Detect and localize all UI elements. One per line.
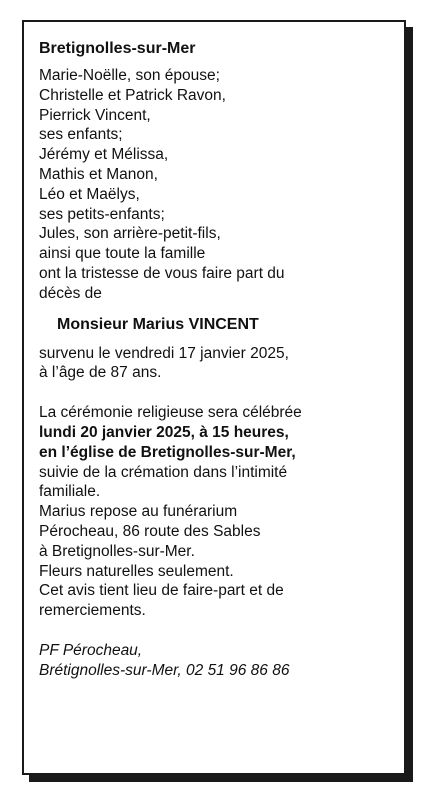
signature-line: PF Pérocheau,	[39, 641, 143, 659]
family-line: Jérémy et Mélissa,	[39, 146, 169, 164]
ceremony-place-line: en l’église de Bretignolles-sur-Mer,	[39, 443, 296, 461]
family-line: Jules, son arrière-petit-fils,	[39, 225, 221, 243]
death-details	[39, 344, 367, 384]
ceremony-intro: La cérémonie religieuse sera célébrée	[39, 404, 302, 422]
ceremony-line: à Bretignolles-sur-Mer.	[39, 542, 195, 560]
family-line: ont la tristesse de vous faire part du	[39, 264, 285, 282]
deceased-name: Monsieur Marius VINCENT	[57, 315, 259, 333]
family-line: ainsi que toute la famille	[39, 245, 206, 263]
ceremony-date-line: lundi 20 janvier 2025, à 15 heures,	[39, 423, 289, 441]
family-line: décès de	[39, 284, 102, 302]
ceremony-line: remerciements.	[39, 602, 146, 620]
ceremony-line: suivie de la crémation dans l’intimité	[39, 463, 288, 481]
family-line: Pierrick Vincent,	[39, 106, 151, 124]
ceremony-line: Fleurs naturelles seulement.	[39, 562, 234, 580]
notice-content	[39, 38, 367, 681]
ceremony-line: Marius repose au funérarium	[39, 503, 238, 521]
ceremony-line: familiale.	[39, 483, 101, 501]
family-line: Marie-Noëlle, son épouse;	[39, 67, 220, 84]
death-line: survenu le vendredi 17 janvier 2025,	[39, 344, 289, 362]
ceremony-line: Pérocheau, 86 route des Sables	[39, 522, 261, 540]
family-line: Léo et Maëlys,	[39, 185, 140, 203]
family-line: ses enfants;	[39, 126, 123, 144]
family-line: Christelle et Patrick Ravon,	[39, 86, 226, 104]
funeral-home-signature	[39, 641, 367, 681]
death-line: à l’âge de 87 ans.	[39, 364, 162, 382]
ceremony-line: Cet avis tient lieu de faire-part et de	[39, 582, 284, 600]
paragraph-gap	[39, 383, 367, 403]
ceremony-details	[39, 403, 367, 621]
signature-line: Brétignolles-sur-Mer, 02 51 96 86 86	[39, 661, 290, 679]
notice-town-heading: Bretignolles-sur-Mer	[39, 40, 196, 57]
family-line: Mathis et Manon,	[39, 165, 158, 183]
family-list	[39, 66, 367, 304]
family-line: ses petits-enfants;	[39, 205, 165, 223]
